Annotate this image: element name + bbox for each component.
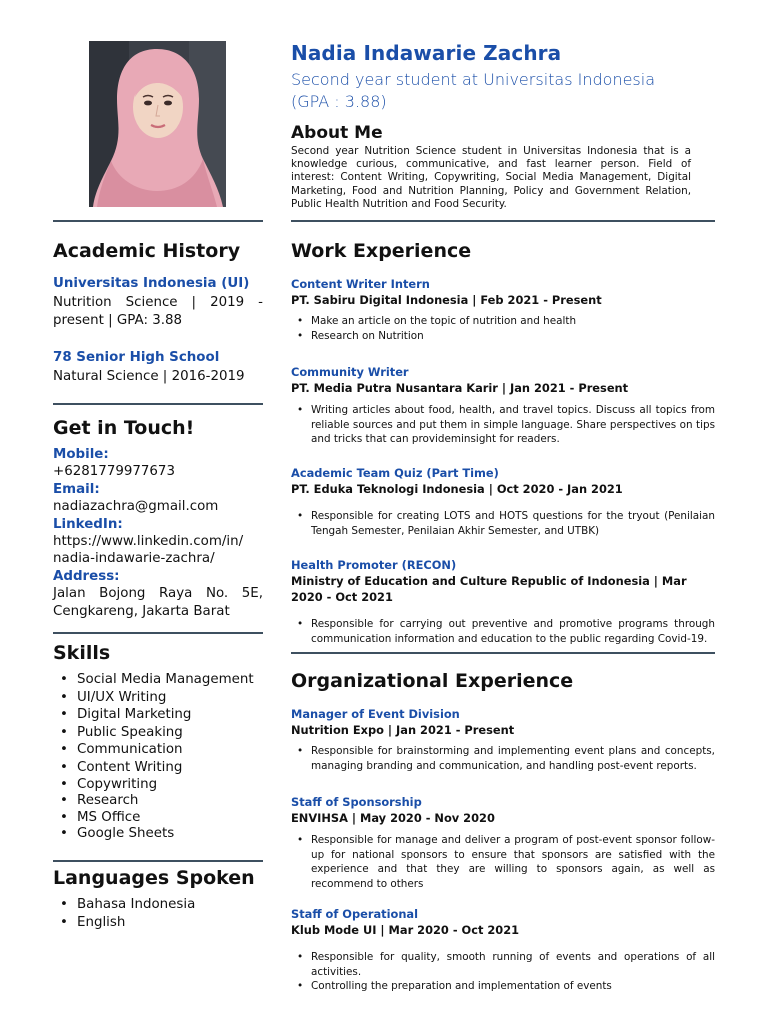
job-bullets <box>291 509 715 538</box>
job-organization: PT. Sabiru Digital Indonesia | Feb 2021 - Present <box>291 293 602 307</box>
skill-item: • Communication <box>53 741 265 759</box>
bullet-item: • Responsible for creating LOTS and HOTS questions for the tryout (Penilaian Tengah Semester, Penilaian Akhir Semester, and UTBK) <box>291 509 715 538</box>
org-role: Staff of Operational <box>291 907 419 921</box>
contact-heading: Get in Touch! <box>53 417 195 439</box>
about-text: Second year Nutrition Science student in Universitas Indonesia that is a knowledge curious, communicative, and fast learner person. Field of interest: Content Writing, Copywriting, Social Media Management, Digital Marketing, Food and Nutrition Planning, Policy and Government Relation, Public Health Nutrition and Food Security. <box>291 145 691 210</box>
work-heading: Work Experience <box>291 240 472 262</box>
divider <box>53 220 263 222</box>
skill-item: • Public Speaking <box>53 724 265 742</box>
job-role: Content Writer Intern <box>291 277 430 291</box>
skills-heading: Skills <box>53 642 111 664</box>
org-bullets <box>291 950 715 994</box>
divider <box>53 632 263 634</box>
skills-list <box>53 671 265 843</box>
org-organization: Klub Mode UI | Mar 2020 - Oct 2021 <box>291 923 520 937</box>
candidate-name: Nadia Indawarie Zachra <box>291 41 562 65</box>
bullet-item: • Responsible for quality, smooth running of events and operations of all activities. <box>291 950 715 979</box>
org-bullets <box>291 744 715 773</box>
divider <box>53 403 263 405</box>
language-item: • Bahasa Indonesia <box>53 896 265 914</box>
about-heading: About Me <box>291 123 383 143</box>
mobile-value[interactable]: +6281779977673 <box>53 464 175 480</box>
linkedin-link[interactable]: https://www.linkedin.com/in/ nadia-indawarie-zachra/ <box>53 534 244 567</box>
address-label: Address: <box>53 568 120 584</box>
bullet-item: • Research on Nutrition <box>291 329 715 344</box>
candidate-subtitle: Second year student at Universitas Indonesia (GPA : 3.88) <box>291 70 656 111</box>
bullet-item: • Responsible for carrying out preventive and promotive programs through communication information and education to the public regarding Covid-19. <box>291 617 715 646</box>
job-role: Community Writer <box>291 365 409 379</box>
org-role: Staff of Sponsorship <box>291 795 422 809</box>
languages-heading: Languages Spoken <box>53 867 255 889</box>
job-role: Academic Team Quiz (Part Time) <box>291 466 499 480</box>
skill-item: • Digital Marketing <box>53 706 265 724</box>
academic-heading: Academic History <box>53 240 241 262</box>
divider <box>291 220 715 222</box>
bullet-item: • Responsible for brainstorming and implementing event plans and concepts, managing branding and communication, and handling post-event reports. <box>291 744 715 773</box>
skill-item: • Social Media Management <box>53 671 265 689</box>
divider <box>291 652 715 654</box>
skill-item: • Google Sheets <box>53 826 265 843</box>
divider <box>53 860 263 862</box>
org-organization: ENVIHSA | May 2020 - Nov 2020 <box>291 811 495 825</box>
contact-block <box>53 446 263 620</box>
academic-detail: Nutrition Science | 2019 - present | GPA: 3.88 <box>53 295 263 328</box>
organizational-heading: Organizational Experience <box>291 670 574 692</box>
bullet-item: • Writing articles about food, health, and travel topics. Discuss all topics from reliable sources and put them in simple language. Share perspectives on tips and tricks that can provideminsight for readers. <box>291 403 715 447</box>
job-bullets <box>291 403 715 447</box>
bullet-item: • Controlling the preparation and implementation of events <box>291 979 715 994</box>
language-item: • English <box>53 914 265 932</box>
academic-detail: Natural Science | 2016-2019 <box>53 369 245 384</box>
job-organization: PT. Eduka Teknologi Indonesia | Oct 2020 - Jan 2021 <box>291 482 623 496</box>
org-bullets <box>291 833 715 891</box>
bullet-item: • Responsible for manage and deliver a program of post-event sponsor follow-up for national sponsors to ensure that sponsors are satisfied with the experience and that they are willing to sponsors again, as well as recommend to others <box>291 833 715 891</box>
job-organization: Ministry of Education and Culture Republic of Indonesia | Mar 2020 - Oct 2021 <box>291 574 687 604</box>
job-organization: PT. Media Putra Nusantara Karir | Jan 2021 - Present <box>291 381 629 395</box>
job-bullets <box>291 314 715 343</box>
skill-item: • Content Writing <box>53 759 265 777</box>
academic-school: Universitas Indonesia (UI) <box>53 276 250 291</box>
mobile-label: Mobile: <box>53 447 109 462</box>
job-role: Health Promoter (RECON) <box>291 558 457 572</box>
languages-list <box>53 896 265 932</box>
email-value[interactable]: nadiazachra@gmail.com <box>53 499 219 515</box>
skill-item: • UI/UX Writing <box>53 689 265 707</box>
skill-item: • Copywriting <box>53 777 265 794</box>
bullet-item: • Make an article on the topic of nutrition and health <box>291 314 715 329</box>
org-organization: Nutrition Expo | Jan 2021 - Present <box>291 723 515 737</box>
address-value: Jalan Bojong Raya No. 5E, Cengkareng, Jakarta Barat <box>53 586 263 619</box>
profile-photo <box>89 41 226 207</box>
linkedin-label: LinkedIn: <box>53 516 123 532</box>
skill-item: • Research <box>53 793 265 810</box>
job-bullets <box>291 617 715 646</box>
email-label: Email: <box>53 481 100 497</box>
academic-school: 78 Senior High School <box>53 350 220 365</box>
skill-item: • MS Office <box>53 810 265 827</box>
org-role: Manager of Event Division <box>291 707 460 721</box>
